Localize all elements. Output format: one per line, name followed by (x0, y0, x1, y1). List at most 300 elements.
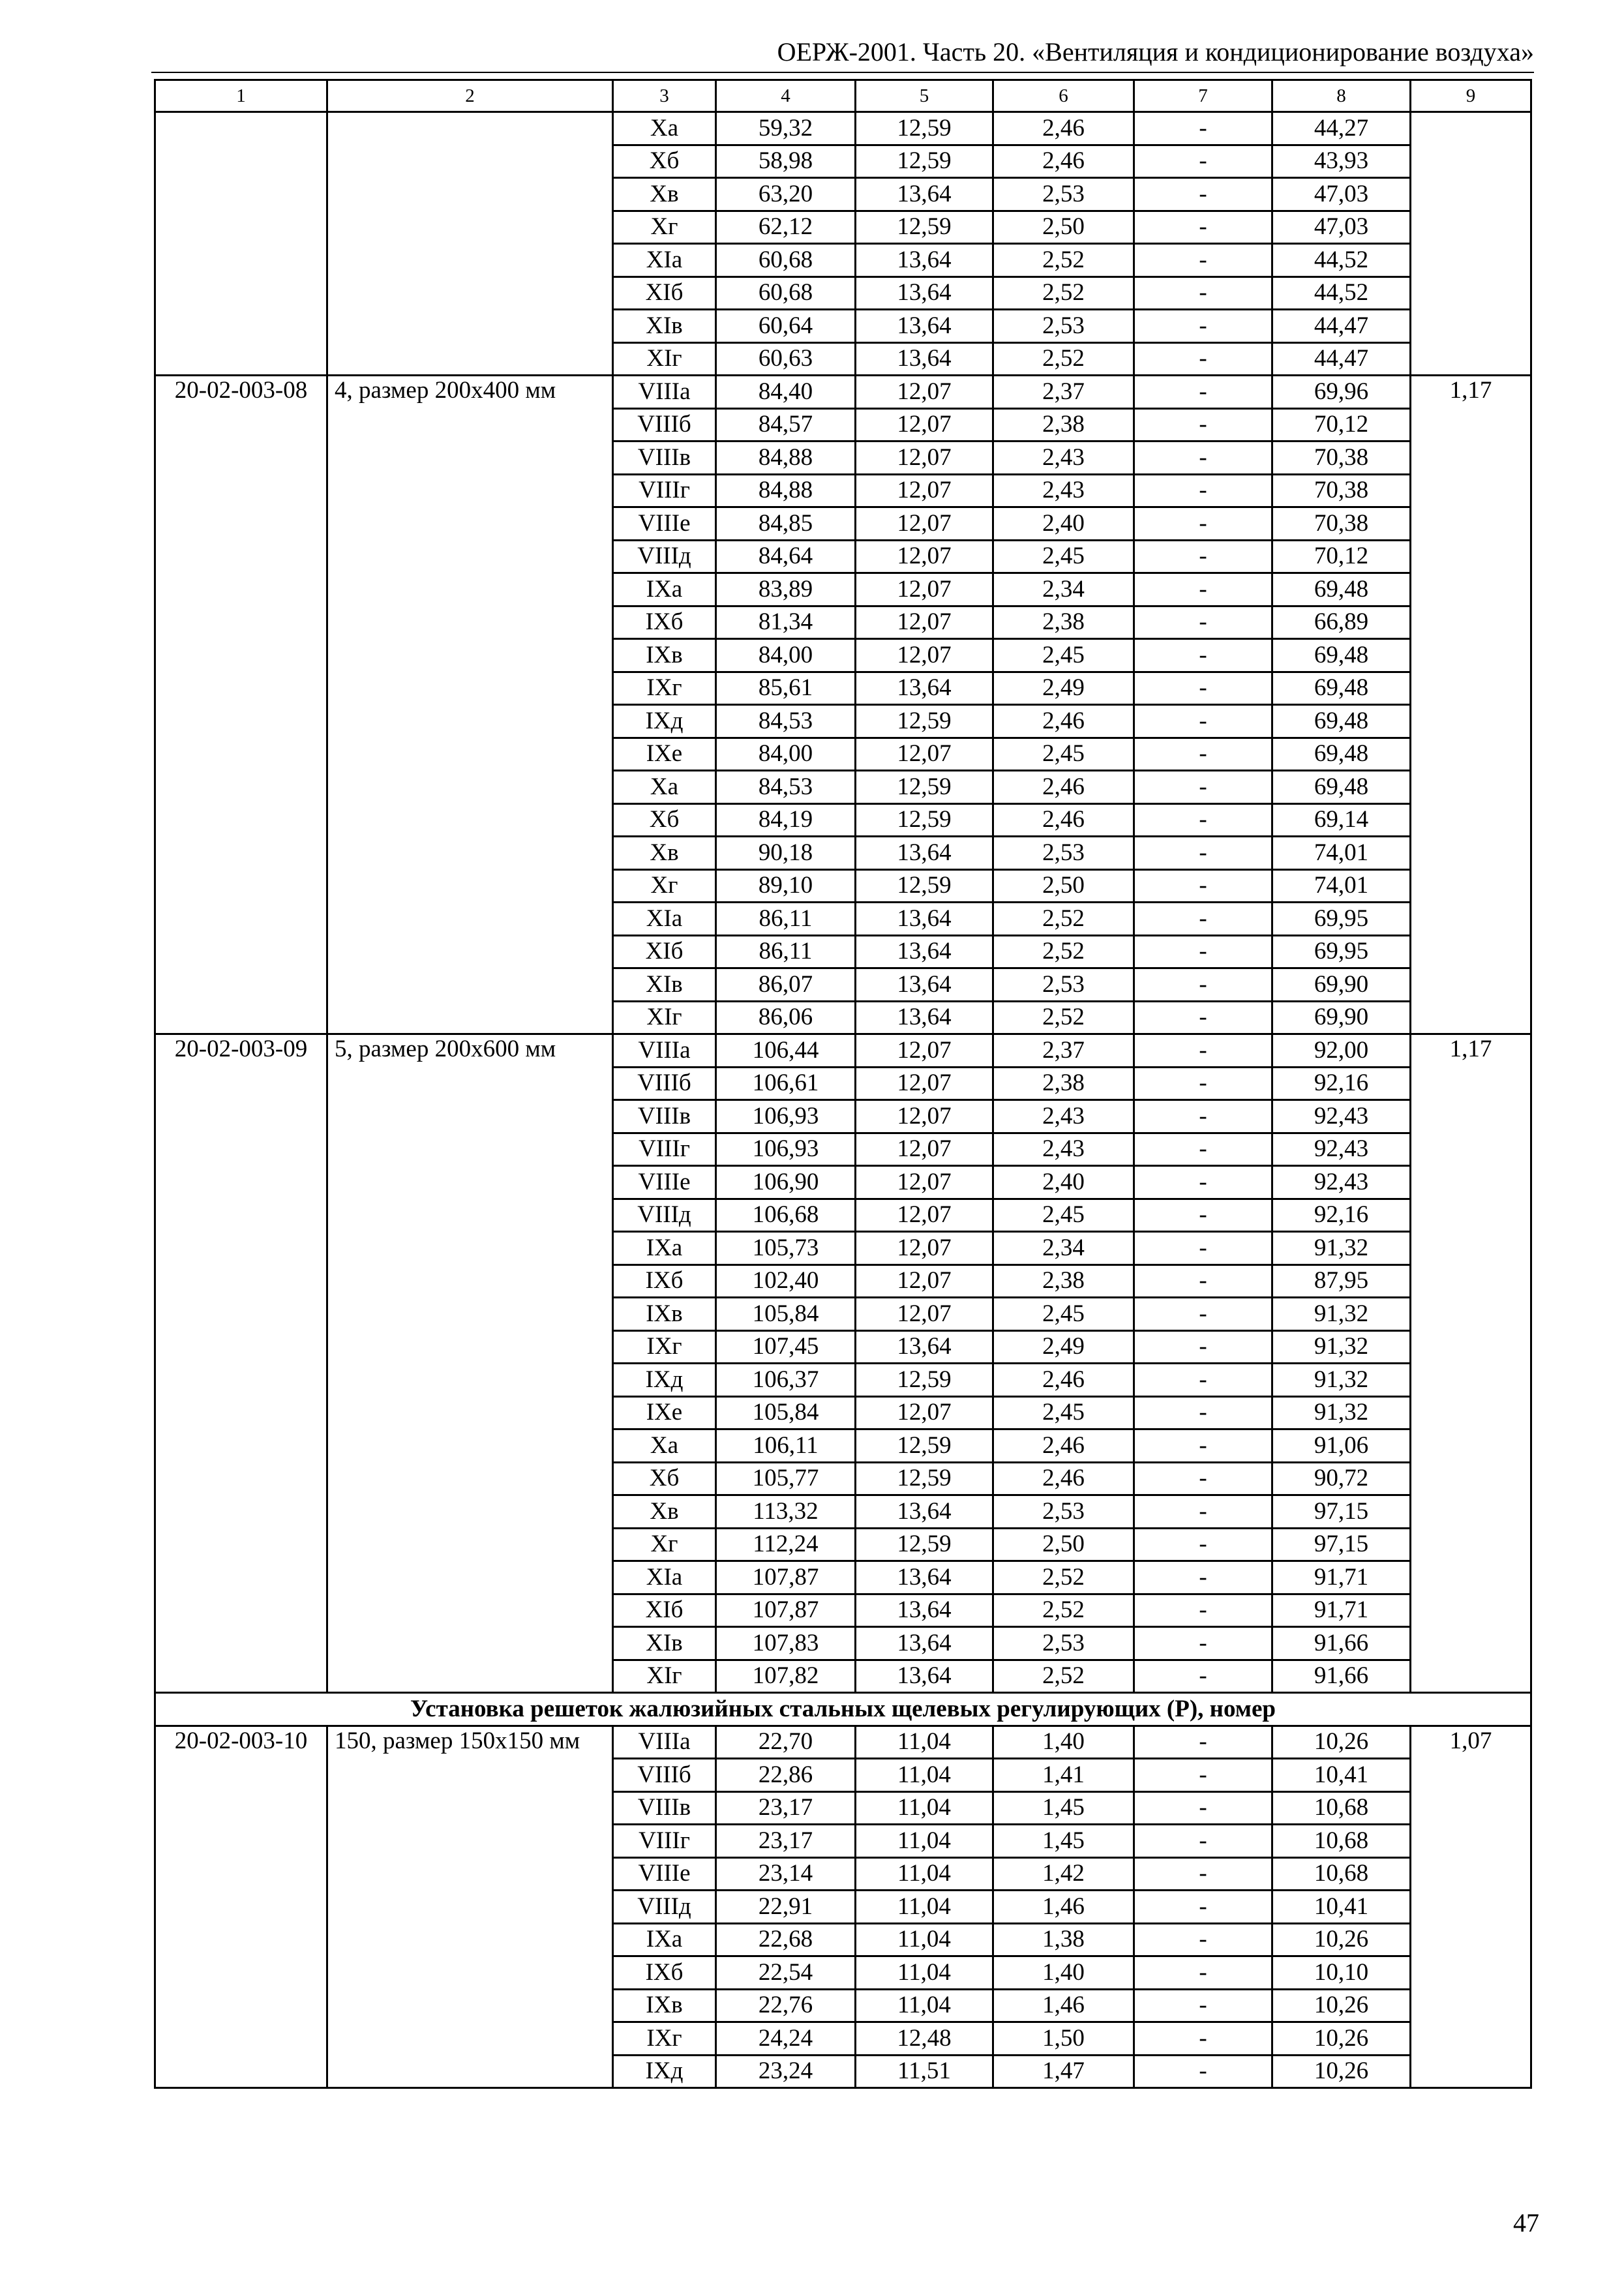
wage-cell: 11,51 (856, 2055, 993, 2088)
total-cell: 81,34 (716, 606, 856, 639)
wage-cell: 11,04 (856, 1726, 993, 1759)
driver-wage-cell: - (1134, 1133, 1272, 1166)
machines-cell: 1,40 (993, 1956, 1134, 1990)
machines-cell: 2,53 (993, 1495, 1134, 1529)
wage-cell: 13,64 (856, 968, 993, 1002)
machines-cell: 1,46 (993, 1891, 1134, 1924)
wage-cell: 13,64 (856, 935, 993, 968)
variant-cell: VIIIг (613, 1133, 716, 1166)
materials-cell: 10,26 (1272, 2055, 1411, 2088)
wage-cell: 12,59 (856, 1364, 993, 1397)
variant-cell: IXд (613, 705, 716, 738)
driver-wage-cell: - (1134, 1199, 1272, 1232)
machines-cell: 1,42 (993, 1857, 1134, 1891)
driver-wage-cell: - (1134, 507, 1272, 541)
materials-cell: 69,90 (1272, 1001, 1411, 1034)
machines-cell: 2,46 (993, 1364, 1134, 1397)
driver-wage-cell: - (1134, 277, 1272, 310)
variant-cell: VIIIд (613, 1199, 716, 1232)
total-cell: 106,61 (716, 1067, 856, 1100)
wage-cell: 13,64 (856, 178, 993, 211)
table-row (155, 112, 1531, 145)
materials-cell: 43,93 (1272, 145, 1411, 178)
driver-wage-cell: - (1134, 738, 1272, 771)
machines-cell: 2,52 (993, 244, 1134, 277)
section-title: Установка решеток жалюзийных стальных щелевых регулирующих (Р), номер (155, 1693, 1531, 1726)
wage-cell: 12,07 (856, 1396, 993, 1429)
machines-cell: 2,52 (993, 1660, 1134, 1693)
total-cell: 23,24 (716, 2055, 856, 2088)
wage-cell: 12,59 (856, 1462, 993, 1495)
machines-cell: 2,40 (993, 507, 1134, 541)
variant-cell: Xв (613, 178, 716, 211)
materials-cell: 91,32 (1272, 1232, 1411, 1265)
driver-wage-cell: - (1134, 2022, 1272, 2056)
machines-cell: 2,45 (993, 738, 1134, 771)
driver-wage-cell: - (1134, 178, 1272, 211)
driver-wage-cell: - (1134, 540, 1272, 573)
total-cell: 84,88 (716, 441, 856, 475)
driver-wage-cell: - (1134, 869, 1272, 903)
column-number: 4 (716, 80, 856, 112)
driver-wage-cell: - (1134, 112, 1272, 145)
machines-cell: 1,41 (993, 1759, 1134, 1792)
total-cell: 22,68 (716, 1923, 856, 1956)
variant-cell: IXa (613, 573, 716, 606)
driver-wage-cell: - (1134, 672, 1272, 705)
rate-name-cell: 4, размер 200х400 мм (327, 376, 613, 1034)
machines-cell: 2,43 (993, 474, 1134, 507)
variant-cell: Xб (613, 803, 716, 837)
machines-cell: 2,52 (993, 277, 1134, 310)
driver-wage-cell: - (1134, 1791, 1272, 1825)
column-number: 6 (993, 80, 1134, 112)
materials-cell: 69,48 (1272, 705, 1411, 738)
variant-cell: Xб (613, 145, 716, 178)
total-cell: 84,19 (716, 803, 856, 837)
machines-cell: 2,34 (993, 573, 1134, 606)
machines-cell: 2,53 (993, 968, 1134, 1002)
variant-cell: Xб (613, 1462, 716, 1495)
materials-cell: 70,38 (1272, 441, 1411, 475)
coefficient-cell: 1,17 (1411, 376, 1531, 1034)
materials-cell: 44,27 (1272, 112, 1411, 145)
machines-cell: 2,34 (993, 1232, 1134, 1265)
total-cell: 63,20 (716, 178, 856, 211)
total-cell: 59,32 (716, 112, 856, 145)
variant-cell: IXд (613, 2055, 716, 2088)
total-cell: 107,45 (716, 1330, 856, 1364)
machines-cell: 2,46 (993, 1429, 1134, 1463)
total-cell: 84,64 (716, 540, 856, 573)
materials-cell: 91,32 (1272, 1298, 1411, 1331)
coefficient-cell (1411, 112, 1531, 376)
wage-cell: 12,59 (856, 771, 993, 804)
wage-cell: 12,07 (856, 1264, 993, 1298)
total-cell: 105,73 (716, 1232, 856, 1265)
variant-cell: VIIIa (613, 1726, 716, 1759)
machines-cell: 2,45 (993, 1396, 1134, 1429)
materials-cell: 10,10 (1272, 1956, 1411, 1990)
machines-cell: 2,46 (993, 1462, 1134, 1495)
total-cell: 84,40 (716, 376, 856, 409)
total-cell: 86,06 (716, 1001, 856, 1034)
machines-cell: 2,50 (993, 1528, 1134, 1561)
machines-cell: 2,46 (993, 771, 1134, 804)
driver-wage-cell: - (1134, 1232, 1272, 1265)
materials-cell: 10,68 (1272, 1825, 1411, 1858)
machines-cell: 1,46 (993, 1989, 1134, 2022)
driver-wage-cell: - (1134, 408, 1272, 441)
wage-cell: 12,59 (856, 1528, 993, 1561)
variant-cell: VIIIб (613, 1759, 716, 1792)
driver-wage-cell: - (1134, 1561, 1272, 1594)
driver-wage-cell: - (1134, 441, 1272, 475)
total-cell: 62,12 (716, 211, 856, 244)
column-number: 1 (155, 80, 327, 112)
materials-cell: 92,43 (1272, 1100, 1411, 1133)
total-cell: 107,87 (716, 1594, 856, 1627)
materials-cell: 69,48 (1272, 672, 1411, 705)
materials-cell: 92,00 (1272, 1034, 1411, 1068)
driver-wage-cell: - (1134, 2055, 1272, 2088)
driver-wage-cell: - (1134, 935, 1272, 968)
total-cell: 106,90 (716, 1166, 856, 1199)
wage-cell: 13,64 (856, 277, 993, 310)
table-row (155, 1034, 1531, 1068)
total-cell: 58,98 (716, 145, 856, 178)
materials-cell: 10,41 (1272, 1891, 1411, 1924)
machines-cell: 2,37 (993, 376, 1134, 409)
materials-cell: 44,47 (1272, 310, 1411, 343)
driver-wage-cell: - (1134, 1594, 1272, 1627)
wage-cell: 12,07 (856, 1067, 993, 1100)
total-cell: 113,32 (716, 1495, 856, 1529)
wage-cell: 13,64 (856, 342, 993, 376)
materials-cell: 66,89 (1272, 606, 1411, 639)
variant-cell: IXв (613, 639, 716, 672)
machines-cell: 1,50 (993, 2022, 1134, 2056)
machines-cell: 1,45 (993, 1791, 1134, 1825)
machines-cell: 2,52 (993, 903, 1134, 936)
total-cell: 23,17 (716, 1791, 856, 1825)
wage-cell: 12,07 (856, 1100, 993, 1133)
wage-cell: 13,64 (856, 672, 993, 705)
total-cell: 105,84 (716, 1396, 856, 1429)
machines-cell: 2,38 (993, 408, 1134, 441)
materials-cell: 92,16 (1272, 1199, 1411, 1232)
variant-cell: IXб (613, 1956, 716, 1990)
total-cell: 60,68 (716, 277, 856, 310)
variant-cell: VIIIг (613, 1825, 716, 1858)
machines-cell: 1,47 (993, 2055, 1134, 2088)
variant-cell: IXe (613, 1396, 716, 1429)
variant-cell: IXд (613, 1364, 716, 1397)
driver-wage-cell: - (1134, 1100, 1272, 1133)
total-cell: 60,63 (716, 342, 856, 376)
wage-cell: 12,07 (856, 474, 993, 507)
variant-cell: XIб (613, 1594, 716, 1627)
machines-cell: 2,52 (993, 935, 1134, 968)
machines-cell: 2,46 (993, 705, 1134, 738)
total-cell: 84,53 (716, 771, 856, 804)
machines-cell: 2,52 (993, 1001, 1134, 1034)
wage-cell: 13,64 (856, 837, 993, 870)
machines-cell: 2,53 (993, 1627, 1134, 1660)
wage-cell: 13,64 (856, 1001, 993, 1034)
total-cell: 106,93 (716, 1100, 856, 1133)
materials-cell: 91,06 (1272, 1429, 1411, 1463)
total-cell: 106,37 (716, 1364, 856, 1397)
driver-wage-cell: - (1134, 1528, 1272, 1561)
variant-cell: Xa (613, 771, 716, 804)
variant-cell: IXв (613, 1298, 716, 1331)
total-cell: 60,68 (716, 244, 856, 277)
wage-cell: 12,07 (856, 1133, 993, 1166)
column-number: 2 (327, 80, 613, 112)
total-cell: 23,17 (716, 1825, 856, 1858)
variant-cell: XIг (613, 1660, 716, 1693)
page-number: 47 (1513, 2208, 1539, 2237)
total-cell: 105,77 (716, 1462, 856, 1495)
wage-cell: 12,07 (856, 1298, 993, 1331)
total-cell: 86,11 (716, 935, 856, 968)
driver-wage-cell: - (1134, 1462, 1272, 1495)
driver-wage-cell: - (1134, 837, 1272, 870)
wage-cell: 13,64 (856, 903, 993, 936)
wage-cell: 11,04 (856, 1791, 993, 1825)
driver-wage-cell: - (1134, 342, 1272, 376)
variant-cell: XIв (613, 968, 716, 1002)
driver-wage-cell: - (1134, 903, 1272, 936)
variant-cell: XIв (613, 310, 716, 343)
materials-cell: 10,41 (1272, 1759, 1411, 1792)
table-row (155, 1726, 1531, 1759)
total-cell: 84,00 (716, 738, 856, 771)
materials-cell: 91,32 (1272, 1330, 1411, 1364)
variant-cell: VIIIв (613, 1100, 716, 1133)
wage-cell: 11,04 (856, 1891, 993, 1924)
wage-cell: 12,59 (856, 705, 993, 738)
driver-wage-cell: - (1134, 1891, 1272, 1924)
materials-cell: 47,03 (1272, 178, 1411, 211)
wage-cell: 12,07 (856, 738, 993, 771)
machines-cell: 2,49 (993, 672, 1134, 705)
total-cell: 60,64 (716, 310, 856, 343)
machines-cell: 2,46 (993, 145, 1134, 178)
machines-cell: 1,38 (993, 1923, 1134, 1956)
machines-cell: 2,38 (993, 1067, 1134, 1100)
driver-wage-cell: - (1134, 968, 1272, 1002)
machines-cell: 2,50 (993, 211, 1134, 244)
materials-cell: 10,26 (1272, 1989, 1411, 2022)
variant-cell: IXa (613, 1232, 716, 1265)
wage-cell: 12,59 (856, 803, 993, 837)
machines-cell: 1,40 (993, 1726, 1134, 1759)
wage-cell: 13,64 (856, 1660, 993, 1693)
total-cell: 83,89 (716, 573, 856, 606)
rate-name-cell: 150, размер 150х150 мм (327, 1726, 613, 2088)
variant-cell: VIIIa (613, 1034, 716, 1068)
machines-cell: 2,49 (993, 1330, 1134, 1364)
materials-cell: 69,96 (1272, 376, 1411, 409)
variant-cell: IXe (613, 738, 716, 771)
wage-cell: 12,07 (856, 376, 993, 409)
variant-cell: VIIIб (613, 1067, 716, 1100)
total-cell: 105,84 (716, 1298, 856, 1331)
variant-cell: XIa (613, 903, 716, 936)
materials-cell: 69,90 (1272, 968, 1411, 1002)
total-cell: 106,11 (716, 1429, 856, 1463)
driver-wage-cell: - (1134, 1264, 1272, 1298)
materials-cell: 74,01 (1272, 869, 1411, 903)
wage-cell: 12,48 (856, 2022, 993, 2056)
total-cell: 22,54 (716, 1956, 856, 1990)
driver-wage-cell: - (1134, 1759, 1272, 1792)
driver-wage-cell: - (1134, 1034, 1272, 1068)
section-row (155, 1693, 1531, 1726)
wage-cell: 13,64 (856, 1495, 993, 1529)
driver-wage-cell: - (1134, 1364, 1272, 1397)
wage-cell: 12,07 (856, 573, 993, 606)
rates-table (154, 79, 1532, 2089)
driver-wage-cell: - (1134, 803, 1272, 837)
rate-name-cell (327, 112, 613, 376)
wage-cell: 12,59 (856, 1429, 993, 1463)
driver-wage-cell: - (1134, 310, 1272, 343)
materials-cell: 91,32 (1272, 1364, 1411, 1397)
machines-cell: 2,38 (993, 606, 1134, 639)
materials-cell: 91,32 (1272, 1396, 1411, 1429)
wage-cell: 11,04 (856, 1989, 993, 2022)
wage-cell: 12,07 (856, 1232, 993, 1265)
variant-cell: IXв (613, 1989, 716, 2022)
wage-cell: 12,59 (856, 869, 993, 903)
machines-cell: 2,40 (993, 1166, 1134, 1199)
materials-cell: 91,66 (1272, 1627, 1411, 1660)
variant-cell: Xв (613, 1495, 716, 1529)
materials-cell: 10,26 (1272, 2022, 1411, 2056)
coefficient-cell: 1,07 (1411, 1726, 1531, 2088)
total-cell: 86,07 (716, 968, 856, 1002)
variant-cell: IXг (613, 672, 716, 705)
materials-cell: 70,38 (1272, 507, 1411, 541)
total-cell: 107,82 (716, 1660, 856, 1693)
variant-cell: VIIIб (613, 408, 716, 441)
machines-cell: 2,45 (993, 1298, 1134, 1331)
column-number: 8 (1272, 80, 1411, 112)
page-header: ОЕРЖ-2001. Часть 20. «Вентиляция и кондиционирование воздуха» (777, 37, 1534, 67)
rate-code-cell: 20-02-003-08 (155, 376, 327, 1034)
materials-cell: 97,15 (1272, 1528, 1411, 1561)
machines-cell: 2,46 (993, 112, 1134, 145)
wage-cell: 11,04 (856, 1825, 993, 1858)
driver-wage-cell: - (1134, 211, 1272, 244)
total-cell: 22,91 (716, 1891, 856, 1924)
variant-cell: Xa (613, 112, 716, 145)
driver-wage-cell: - (1134, 1298, 1272, 1331)
total-cell: 112,24 (716, 1528, 856, 1561)
total-cell: 102,40 (716, 1264, 856, 1298)
materials-cell: 44,52 (1272, 244, 1411, 277)
wage-cell: 11,04 (856, 1857, 993, 1891)
table-row (155, 376, 1531, 409)
driver-wage-cell: - (1134, 145, 1272, 178)
wage-cell: 13,64 (856, 244, 993, 277)
variant-cell: Xг (613, 869, 716, 903)
variant-cell: XIa (613, 1561, 716, 1594)
materials-cell: 69,95 (1272, 935, 1411, 968)
materials-cell: 91,66 (1272, 1660, 1411, 1693)
materials-cell: 10,68 (1272, 1791, 1411, 1825)
materials-cell: 69,14 (1272, 803, 1411, 837)
machines-cell: 2,53 (993, 178, 1134, 211)
wage-cell: 11,04 (856, 1923, 993, 1956)
rate-code-cell (155, 112, 327, 376)
driver-wage-cell: - (1134, 1396, 1272, 1429)
variant-cell: VIIIe (613, 507, 716, 541)
machines-cell: 2,37 (993, 1034, 1134, 1068)
header-rule (151, 72, 1534, 73)
total-cell: 85,61 (716, 672, 856, 705)
total-cell: 107,83 (716, 1627, 856, 1660)
driver-wage-cell: - (1134, 1989, 1272, 2022)
column-number: 9 (1411, 80, 1531, 112)
machines-cell: 2,52 (993, 1561, 1134, 1594)
materials-cell: 69,48 (1272, 738, 1411, 771)
coefficient-cell: 1,17 (1411, 1034, 1531, 1693)
machines-cell: 2,45 (993, 540, 1134, 573)
materials-cell: 10,26 (1272, 1726, 1411, 1759)
wage-cell: 12,59 (856, 145, 993, 178)
materials-cell: 70,12 (1272, 540, 1411, 573)
total-cell: 84,57 (716, 408, 856, 441)
driver-wage-cell: - (1134, 1429, 1272, 1463)
variant-cell: XIa (613, 244, 716, 277)
variant-cell: XIб (613, 277, 716, 310)
variant-cell: IXa (613, 1923, 716, 1956)
driver-wage-cell: - (1134, 705, 1272, 738)
machines-cell: 2,45 (993, 1199, 1134, 1232)
machines-cell: 2,43 (993, 1133, 1134, 1166)
machines-cell: 2,43 (993, 1100, 1134, 1133)
total-cell: 84,88 (716, 474, 856, 507)
machines-cell: 2,50 (993, 869, 1134, 903)
variant-cell: XIв (613, 1627, 716, 1660)
wage-cell: 12,59 (856, 211, 993, 244)
driver-wage-cell: - (1134, 474, 1272, 507)
variant-cell: XIб (613, 935, 716, 968)
wage-cell: 12,07 (856, 639, 993, 672)
wage-cell: 12,59 (856, 112, 993, 145)
materials-cell: 44,47 (1272, 342, 1411, 376)
materials-cell: 47,03 (1272, 211, 1411, 244)
machines-cell: 2,46 (993, 803, 1134, 837)
wage-cell: 12,07 (856, 606, 993, 639)
wage-cell: 12,07 (856, 540, 993, 573)
machines-cell: 2,53 (993, 837, 1134, 870)
materials-cell: 70,38 (1272, 474, 1411, 507)
column-number: 3 (613, 80, 716, 112)
materials-cell: 90,72 (1272, 1462, 1411, 1495)
total-cell: 22,76 (716, 1989, 856, 2022)
total-cell: 24,24 (716, 2022, 856, 2056)
materials-cell: 92,43 (1272, 1166, 1411, 1199)
materials-cell: 92,43 (1272, 1133, 1411, 1166)
wage-cell: 13,64 (856, 1330, 993, 1364)
materials-cell: 10,68 (1272, 1857, 1411, 1891)
variant-cell: VIIIe (613, 1857, 716, 1891)
